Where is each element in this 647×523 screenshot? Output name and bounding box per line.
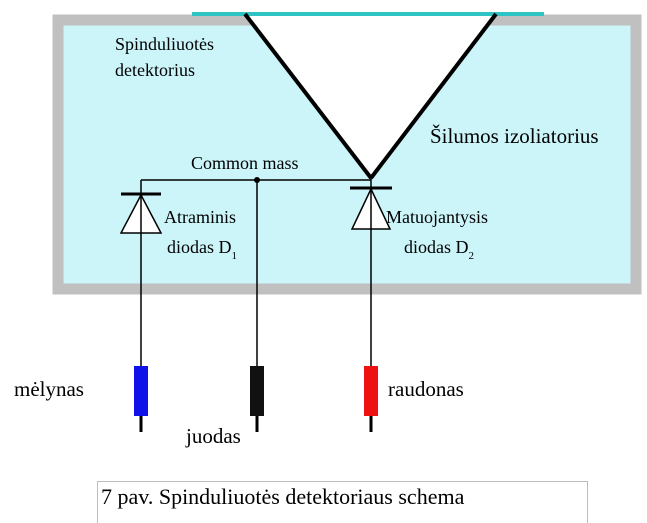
detector-label-line2: detektorius [115, 60, 195, 80]
diode-d1-label-line1: Atraminis [164, 207, 236, 227]
wire-black-label: juodas [186, 424, 241, 448]
common-mass-label: Common mass [191, 153, 299, 173]
connector-blue [134, 366, 148, 432]
diode-d2-subscript: 2 [468, 250, 474, 262]
wire-red-label: raudonas [388, 377, 464, 401]
diode-d1-subscript: 1 [231, 250, 237, 262]
connector-red [364, 366, 378, 432]
figure-caption-frame [97, 481, 588, 523]
detector-label-line1: Spinduliuotės [115, 34, 215, 54]
diode-d1-label-line2: diodas $D_1$ [167, 237, 237, 262]
diode-d2-label-line2: diodas $D_2$ [404, 237, 474, 262]
insulator-label: Šilumos izoliatorius [430, 124, 599, 148]
diode-d2-label-line1: Matuojantysis [386, 207, 488, 227]
wire-blue-label: mėlynas [14, 377, 84, 401]
connector-black [250, 366, 264, 432]
figure-caption: 7 pav. Spinduliuotės detektoriaus schema [101, 484, 465, 509]
